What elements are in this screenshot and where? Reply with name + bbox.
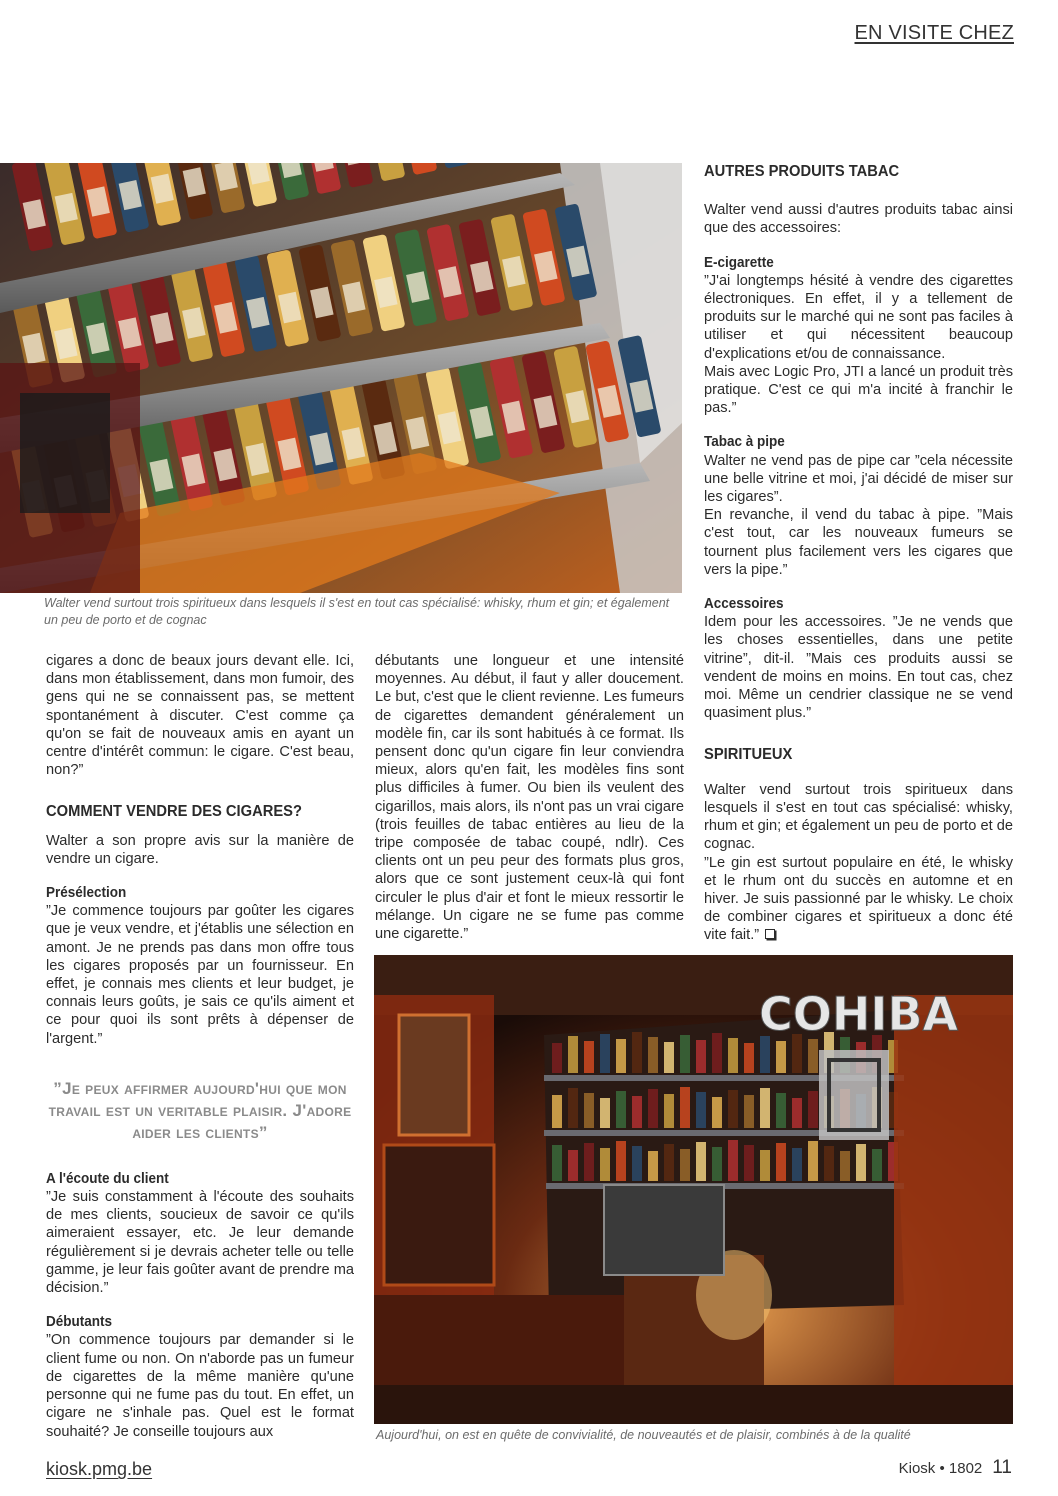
shop-bottle-shape [712,1147,722,1181]
shop-bottle-shape [808,1091,818,1128]
shop-bottle-shape [760,1036,770,1073]
shop-bottle-shape [808,1141,818,1181]
shop-bottle-shape [792,1098,802,1128]
photo-bottom-caption: Aujourd'hui, on est en quête de convivialité, de nouveautés et de plaisir, combinés à de la qualité [376,1428,911,1442]
photo-whisky-shelves-image [0,163,682,593]
shop-bottle-shape [600,1098,610,1128]
shop-bottle-shape [648,1151,658,1181]
shop-bottle-shape [760,1150,770,1181]
heading-intro-text: Walter a son propre avis sur la manière de vendre un cigare. [46,832,354,867]
page-number: 11 [992,1457,1012,1478]
shop-bottle-shape [856,1144,866,1181]
shop-bottle-shape [760,1088,770,1128]
shop-bottle-shape [584,1093,594,1128]
shop-bottle-shape [648,1037,658,1073]
shop-bottle-shape [696,1040,706,1073]
shop-bottle-shape [616,1039,626,1073]
shop-bottle-shape [600,1034,610,1073]
middle-text: débutants une longueur et une intensité moyennes. Au début, il faut y aller doucement. Le but, c'est que le client revienne. Les fumeurs de cigarettes demandent généralement un modèle fin, car ils sont habitués à ce format. Ils pensent donc qu'un cigare fin leur conviendra mieux, alors qu'en fait, les modèles fins sont plus difficiles à fumer. Ou bien ils veulent des cigarillos, mais alors, ils n'ont pas un vrai cigare (trois feuilles de tabac entières au lieu de la tripe composée de tabac coupé, ndlr). Ces clients ont un peu peur des formats plus gros, alors que ce sont justement ceux-là qui font circuler le plus d'air et font le mieux ressortir le mélange. Un cigare ne se fume pas comme une cigarette.” [375,653,684,943]
shop-bottle-shape [616,1091,626,1128]
shop-bottle-shape [712,1033,722,1073]
shop-bottle-shape [616,1141,626,1181]
shop-bottle-shape [824,1146,834,1181]
preselection-text: ”Je commence toujours par goûter les cigares que je veux vendre, et j'établis une sélection en amont. Je ne prends pas dans mon offre tous les cigares proposés par un fournisseur. En effet, je connais mes clients et leur budget, je connais leurs goûts, je sais ce qu'ils aiment et ce pour quoi ils sont prêts à dépenser de l'argent.” [46,903,354,1047]
shop-bottle-shape [728,1140,738,1181]
shop-bottle-shape [584,1143,594,1181]
shop-bottle-shape [776,1143,786,1181]
shop-bottle-shape [680,1149,690,1181]
section-tag: EN VISITE CHEZ [854,22,1014,44]
pull-quote: ”Je peux affirmer aujourd'hui que mon travail est un veritable plaisir. J'adore aider les clients” [48,1078,352,1142]
shop-bottle-shape [728,1038,738,1073]
spiritueux-text-2-body: ”Le gin est surtout populaire en été, le whisky et le rhum ont du succès en automne et en hiver. Je suis passionné par le whisky. Le choix de combiner cigares et spiritueux a donc été vite fait.” [704,854,1013,944]
ecig-text-2: Mais avec Logic Pro, JTI a lancé un produit très pratique. C'est ce qui m'a incité à franchir le pas.” [704,363,1013,417]
footer-website-link[interactable]: kiosk.pmg.be [46,1459,153,1479]
shop-bottle-shape [568,1036,578,1073]
column-right [704,163,1013,945]
photo-shop-window-image [374,955,1013,1424]
pipe-text-2: En revanche, il vend du tabac à pipe. ”Mais c'est tout, car les nouveaux fumeurs se tournent plus facilement vers les cigares que vers la pipe.” [704,507,1013,578]
shop-bottle-shape [552,1043,562,1073]
end-of-article-icon [765,929,775,939]
heading-autres-produits: AUTRES PRODUITS TABAC [704,163,900,180]
pipe-text-1: Walter ne vend pas de pipe car ”cela nécessite une belle vitrine et moi, j'ai décidé de miser sur les cigares”. [704,452,1013,506]
subheading-accessoires: Accessoires [704,595,784,613]
column-left [46,652,354,1441]
shop-bottle-shape [696,1142,706,1181]
footer-issue [899,1457,1012,1479]
shop-bottle-shape [600,1148,610,1181]
subheading-preselection: Présélection [46,884,127,902]
footer-issue-label: Kiosk • 1802 [898,1460,983,1477]
shop-bottle-shape [712,1097,722,1128]
shop-bottle-shape [648,1089,658,1128]
autres-intro: Walter vend aussi d'autres produits tabac ainsi que des accessoires: [704,202,1013,237]
spiritueux-text-1: Walter vend surtout trois spiritueux dans lesquels il s'est en tout cas spécialisé: whisky, rhum et gin; et également un peu de porto et de cognac. [704,781,1013,853]
spiritueux-text-2 [704,854,1013,945]
shop-bottle-shape [840,1151,850,1181]
shop-bottle-shape [744,1043,754,1073]
photo-whisky-shelves [0,163,682,593]
subheading-debutants: Débutants [46,1313,113,1331]
shop-bottle-shape [872,1149,882,1181]
subheading-ecigarette: E-cigarette [704,253,774,271]
photo-shop-window [374,955,1013,1424]
subheading-ecoute: A l'écoute du client [46,1169,169,1187]
shop-bottle-shape [776,1041,786,1073]
shop-bottle-shape [744,1145,754,1181]
shop-bottle-shape [552,1145,562,1181]
shop-bottle-shape [808,1039,818,1073]
shop-bottle-shape [664,1144,674,1181]
heading-comment-vendre: COMMENT VENDRE DES CIGARES? [46,803,302,821]
ecoute-text: ”Je suis constamment à l'écoute des souhaits de mes clients, soucieux de savoir ce qu'ils aimeraient essayer, etc. Je leur demande régulièrement si je devrais acheter telle ou telle gamme, je leur fais goûter avant de prendre ma décision.” [46,1189,354,1297]
shop-bottle-shape [632,1032,642,1073]
shop-bottle-shape [728,1090,738,1128]
shop-bottle-shape [568,1150,578,1181]
shop-bottle-shape [792,1148,802,1181]
column-middle [375,652,684,943]
ecig-text-1: ”J'ai longtemps hésité à vendre des cigarettes électroniques. En effet, il y a tellement de produits sur le marché qui ne sont pas faciles à utiliser et qui nécessitent beaucoup d'explications et/ou de connaissance. [704,272,1013,362]
photo-top-caption: Walter vend surtout trois spiritueux dans lesquels il s'est en tout cas spécialisé: whisky, rhum et gin; et également un peu de porto et de cognac [44,596,670,627]
shop-bottle-shape [744,1095,754,1128]
shop-bottle-shape [552,1095,562,1128]
subheading-tabac-pipe: Tabac à pipe [704,433,785,451]
shop-bottle-shape [568,1088,578,1128]
intro-paragraph: cigares a donc de beaux jours devant elle. Ici, dans mon établissement, dans mon fumoir, des gens qui ne se connaissent pas, se mettent spontanément à discuter. C'est comme ça qu'on se fait de nouveaux amis en ayant un centre d'intérêt commun: le cigare. C'est beau, non?” [46,653,354,779]
cohiba-sign: COHIBA [759,987,959,1041]
shop-bottle-shape [584,1041,594,1073]
debutants-text: ”On commence toujours par demander si le client fume ou non. On n'aborde pas un fumeur de cigarettes de la même manière qu'une personne qui ne fume pas du tout. En effet, un cigare ne s'inhale pas. Quel est le format souhaité? Je conseille toujours aux [46,1332,354,1440]
heading-spiritueux: SPIRITUEUX [704,746,793,764]
accessoires-text: Idem pour les accessoires. ”Je ne vends que les choses essentielles, dans une petite vitrine”, dit-il. ”Mais ces produits aussi se vendent de moins en moins. En tout cas, chez moi. Même un cendrier classique ne se vend quasiment plus.” [704,614,1013,722]
shop-bottle-shape [696,1092,706,1128]
shop-bottle-shape [680,1035,690,1073]
shop-bottle-shape [776,1093,786,1128]
shop-bottle-shape [632,1096,642,1128]
shop-bottle-shape [664,1042,674,1073]
shop-bottle-shape [632,1146,642,1181]
shop-bottle-shape [680,1087,690,1128]
shop-bottle-shape [664,1094,674,1128]
